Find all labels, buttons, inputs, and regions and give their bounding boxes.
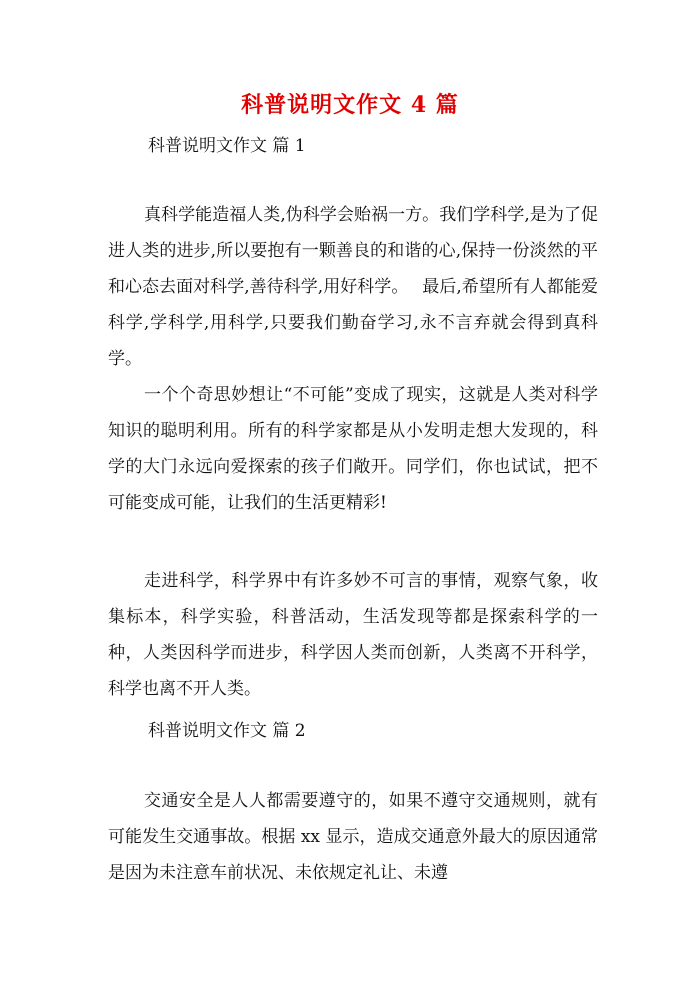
paragraph: 真科学能造福人类,伪科学会贻祸一方。我们学科学,是为了促进人类的进步,所以要抱有一颗善良的和谐的心,保持一份淡然的平和心态去面对科学,善待科学,用好科学。 最后,希望所有人都能爱科学,学科学,用科学,只要我们勤奋学习,永不言弃就会得到真科学。 <box>108 205 598 369</box>
document-title: 科普说明文作文 4 篇 <box>241 92 459 118</box>
section-heading-1: 科普说明文作文 篇 1 <box>148 136 306 156</box>
paragraph: 一个个奇思妙想让“不可能”变成了现实，这就是人类对科学知识的聪明利用。所有的科学家都是从小发明走想大发现的，科学的大门永远向爱探索的孩子们敞开。同学们，你也试试，把不可能变成可能，让我们的生活更精彩! <box>108 385 598 513</box>
section-heading-2: 科普说明文作文 篇 2 <box>148 721 306 741</box>
paragraph: 交通安全是人人都需要遵守的，如果不遵守交通规则，就有可能发生交通事故。根据 xx 显示，造成交通意外最大的原因通常是因为未注意车前状况、未依规定礼让、未遵 <box>108 791 598 883</box>
paragraph: 走进科学，科学界中有许多妙不可言的事情，观察气象，收集标本，科学实验，科普活动，生活发现等都是探索科学的一种，人类因科学而进步，科学因人类而创新，人类离不开科学，科学也离不开人类。 <box>108 571 598 699</box>
